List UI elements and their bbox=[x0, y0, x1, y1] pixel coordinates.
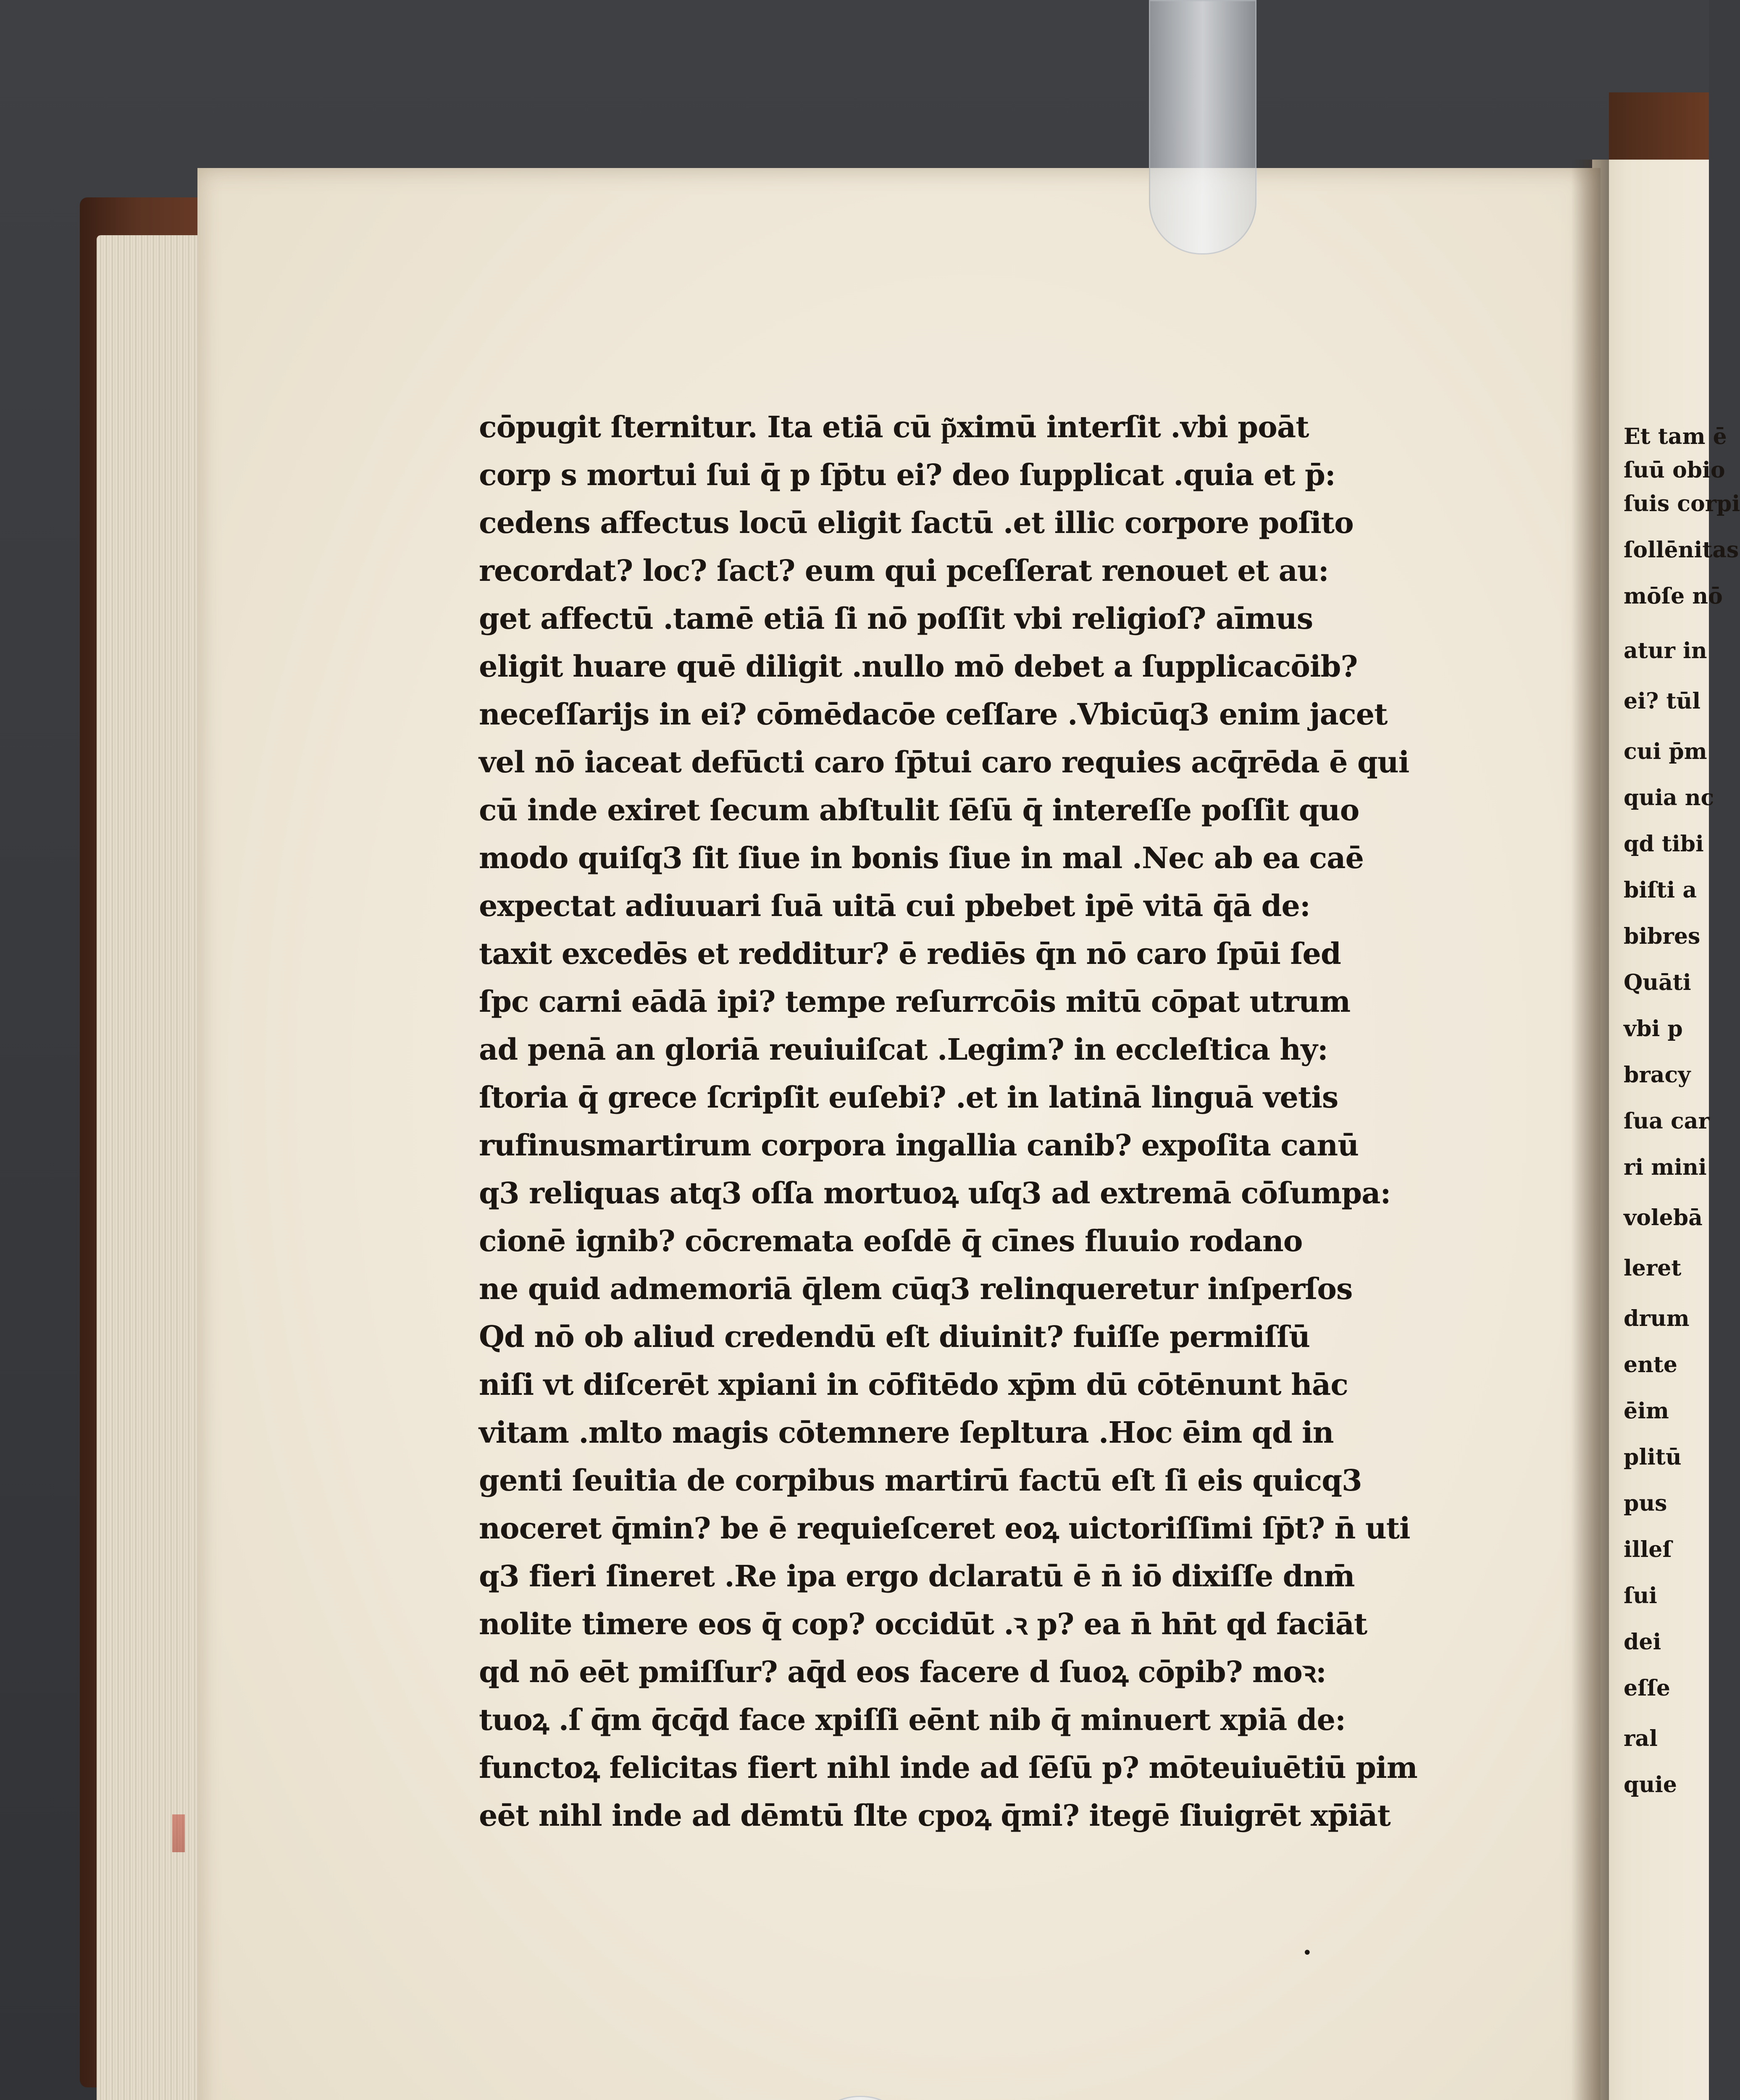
recto-text-line: quie bbox=[1624, 1772, 1677, 1798]
recto-text-line: ente bbox=[1624, 1352, 1677, 1378]
text-line: modo quiſq3 ſit ſiue in bonis ſiue in mal .Nec ab ea caē bbox=[479, 840, 1364, 875]
recto-text-line: ſuis corpi bbox=[1624, 491, 1740, 517]
text-line: functoꝝ felicitas fiert nihl inde ad ſēſū p? mōteuiuētiū pim bbox=[479, 1750, 1417, 1785]
text-line: Qd nō ob aliud credendū eſt diuinit? fuiſſe permiſſū bbox=[479, 1319, 1310, 1354]
text-line: eēt nihl inde ad dēmtū ſlte cpoꝝ q̄mi? itegē ſiuigrēt xp̄iāt bbox=[479, 1798, 1390, 1833]
recto-text-line: dei bbox=[1624, 1629, 1661, 1655]
text-line: cedens affectus locū eligit ſactū .et illic corpore poſito bbox=[479, 505, 1354, 540]
text-line: eligit huare quē diligit .nullo mō debet a ſupplicacōib? bbox=[479, 649, 1358, 684]
text-line: rufinusmartirum corpora ingallia canib? expoſita canū bbox=[479, 1128, 1359, 1163]
recto-text-line: pus bbox=[1624, 1491, 1667, 1516]
text-line: ad penā an gloriā reuiuiſcat .Legim? in eccleſtica hy: bbox=[479, 1032, 1328, 1067]
red-rubric-mark bbox=[172, 1814, 185, 1852]
text-line: corp s mortui ſui q̄ p ſp̄tu ei? deo ſupplicat .quia et p̄: bbox=[479, 457, 1335, 492]
text-line: q3 reliquas atq3 oſſa mortuoꝝ uſq3 ad extremā cōſumpa: bbox=[479, 1176, 1391, 1210]
page-fore-edge bbox=[97, 235, 206, 2100]
text-line: ſtoria q̄ grece ſcripſit euſebi? .et in latinā linguā vetis bbox=[479, 1080, 1338, 1115]
recto-text-line: biſti a bbox=[1624, 877, 1697, 903]
recto-text-line: ei? tūl bbox=[1624, 688, 1701, 714]
text-line: qd nō eēt pmiſſur? aq̄d eos facere d ſuoꝝ cōpib? moꝛ: bbox=[479, 1654, 1326, 1689]
recto-text-line: mōſe nō bbox=[1624, 583, 1723, 609]
recto-text-line: ſui bbox=[1624, 1583, 1657, 1609]
recto-text-line: atur in bbox=[1624, 638, 1707, 664]
recto-text-line: ſua car bbox=[1624, 1108, 1710, 1134]
text-line: genti ſeuitia de corpibus martirū factū eſt ſi eis quicq3 bbox=[479, 1463, 1362, 1498]
recto-text-line: Quāti bbox=[1624, 970, 1691, 995]
recto-text-line: ſollēnitas bbox=[1624, 537, 1739, 563]
text-line: ne quid admemoriā q̄lem cūq3 relinqueretur inſperſos bbox=[479, 1271, 1353, 1306]
recto-text-line: ēim bbox=[1624, 1398, 1669, 1424]
text-line: noceret q̄min? be ē requieſceret eoꝝ uictoriſſimi ſp̄t? n̄ uti bbox=[479, 1511, 1410, 1546]
book-gutter bbox=[1571, 160, 1609, 2100]
recto-text-line: cui p̄m bbox=[1624, 739, 1707, 764]
text-line: nolite timere eos q̄ cop? occidūt .ꝛ p? ea n̄ hn̄t qd faciāt bbox=[479, 1606, 1367, 1641]
text-line: cōpugit ſternitur. Ita etiā cū p͂ximū interſit .vbi poāt bbox=[479, 410, 1309, 444]
text-line: cū inde exiret ſecum abſtulit ſēſū q̄ intereſſe poſſit quo bbox=[479, 793, 1359, 827]
text-line: recordat? loc? ſact? eum qui pceſſerat renouet et au: bbox=[479, 553, 1329, 588]
recto-text-line: volebā bbox=[1624, 1205, 1703, 1231]
recto-text-line: quia nc bbox=[1624, 785, 1714, 811]
recto-text-line: ſuū obio bbox=[1624, 457, 1725, 483]
text-line: get affectū .tamē etiā ſi nō poſſit vbi religioſ? aīmus bbox=[479, 601, 1313, 636]
text-line: ſpc carni eādā ipi? tempe reſurrcōis mitū cōpat utrum bbox=[479, 984, 1351, 1019]
text-line: tuoꝝ .ſ q̄m q̄cq̄d face xpiſſi eēnt nib q̄ minuert xpiā de: bbox=[479, 1702, 1346, 1737]
recto-text-line: illeſ bbox=[1624, 1537, 1672, 1562]
text-line: taxit excedēs et redditur? ē rediēs q̄n nō caro ſpūi ſed bbox=[479, 936, 1341, 971]
plexiglass-page-clip-top bbox=[1149, 0, 1256, 255]
recto-text-line: plitū bbox=[1624, 1444, 1682, 1470]
recto-text-line: vbi p bbox=[1624, 1016, 1683, 1042]
recto-text-line: ral bbox=[1624, 1726, 1658, 1751]
text-line: neceſſarijs in ei? cōmēdacōe ceſſare .Vbicūq3 enim jacet bbox=[479, 697, 1388, 732]
text-line: vel nō iaceat defūcti caro ſp̄tui caro requies acq̄rēda ē qui bbox=[479, 745, 1409, 780]
text-line: niſi vt diſcerēt xpiani in cōfitēdo xp̄m dū cōtēnunt hāc bbox=[479, 1367, 1348, 1402]
end-mark: • bbox=[1302, 1943, 1312, 1963]
recto-text-line: qd tibi bbox=[1624, 831, 1704, 857]
recto-text-line: bibres bbox=[1624, 924, 1701, 949]
recto-text-line: leret bbox=[1624, 1255, 1682, 1281]
verso-text-block bbox=[479, 403, 1417, 1833]
text-line: cionē ignib? cōcremata eoſdē q̄ cīnes fluuio rodano bbox=[479, 1223, 1303, 1258]
recto-text-line: drum bbox=[1624, 1306, 1690, 1331]
text-line: q3 fieri ſineret .Re ipa ergo dclaratū ē n̄ iō dixiſſe dnm̄ bbox=[479, 1559, 1355, 1593]
recto-text-line: ri mini bbox=[1624, 1155, 1707, 1180]
recto-text-line: eſſe bbox=[1624, 1675, 1670, 1701]
recto-text-line: Et tam ē bbox=[1624, 424, 1727, 449]
text-line: expectat adiuuari ſuā uitā cui pbebet ipē vitā q̄ā de: bbox=[479, 888, 1310, 923]
text-line: vitam .mlto magis cōtemnere ſepltura .Hoc ēim qd in bbox=[479, 1415, 1334, 1450]
recto-text-line: bracy bbox=[1624, 1062, 1691, 1088]
